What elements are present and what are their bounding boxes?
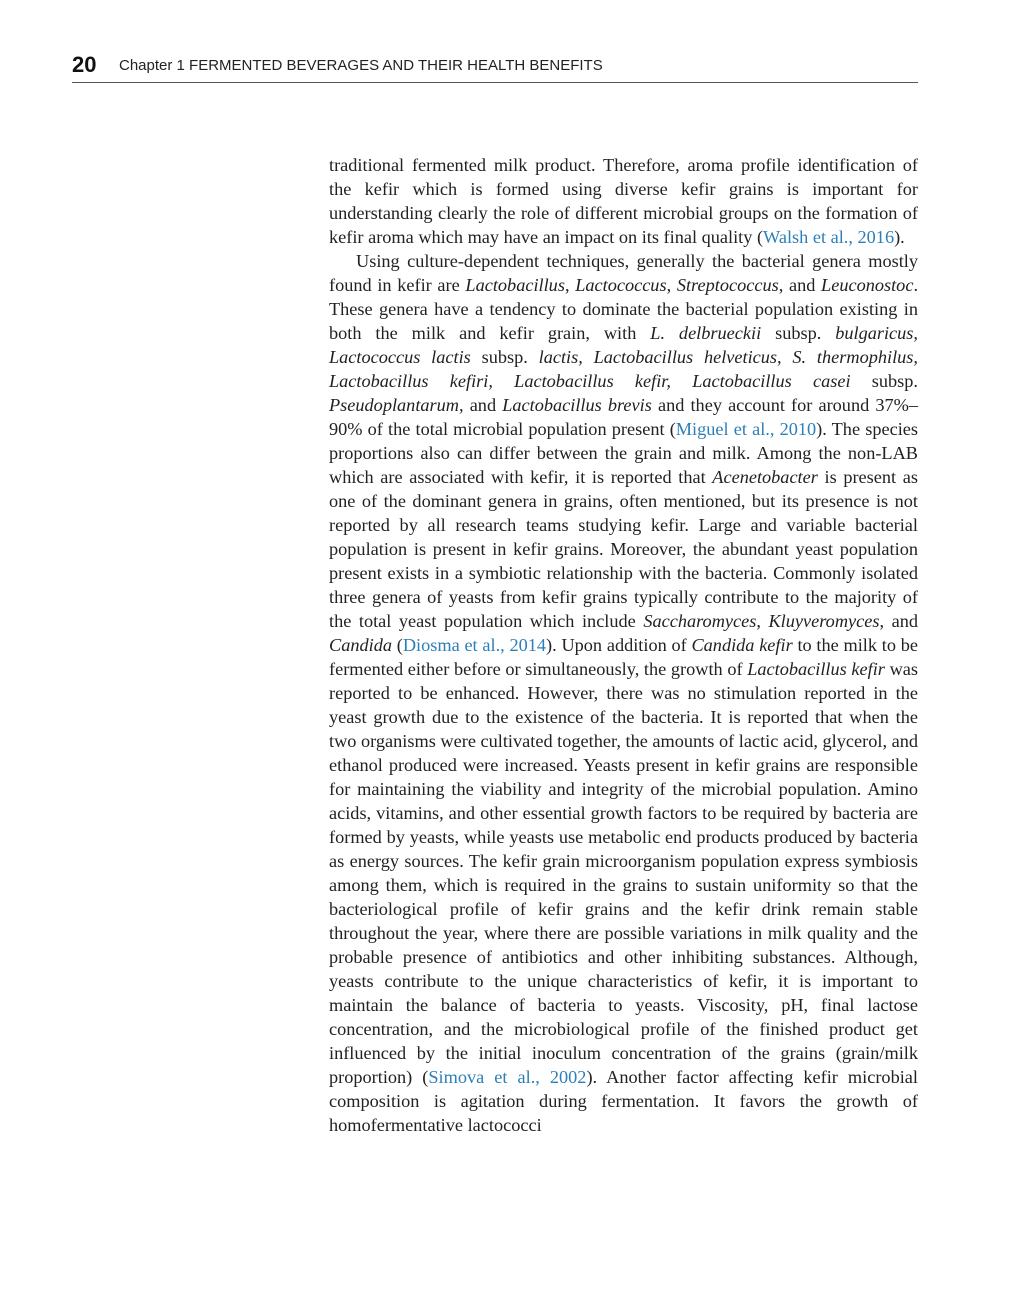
- citation-link[interactable]: Diosma et al., 2014: [402, 635, 547, 655]
- body-text: [329, 153, 918, 1137]
- citation-link[interactable]: Walsh et al., 2016: [763, 227, 895, 247]
- text-run: ). Another factor affecting kefir microbial composition is agitation during fermentation. It favors the growth of homofermentative lactococci: [329, 1067, 918, 1135]
- text-run: (: [391, 635, 403, 655]
- text-run: subsp.: [470, 347, 539, 367]
- page-number: 20: [72, 52, 97, 77]
- text-run: subsp.: [850, 371, 918, 391]
- running-header: [72, 52, 918, 83]
- italic-term: Lactobacillus: [465, 275, 565, 295]
- text-run: , and: [879, 611, 918, 631]
- text-run: traditional fermented milk product. Therefore, aroma profile identification of the kefir which is formed using diverse kefir grains is important for understanding clearly the role of different microbial groups on the formation of kefir aroma which may have an impact on its final quality (: [329, 155, 918, 247]
- citation-link[interactable]: Simova et al., 2002: [428, 1067, 587, 1087]
- italic-term: lactis, Lactobacillus helveticus, S. thermophilus, Lactobacillus kefiri, Lactobacillus kefir, Lactobacillus casei: [329, 347, 918, 391]
- italic-term: Candida: [329, 635, 392, 655]
- text-run: ). Upon addition of: [546, 635, 692, 655]
- text-run: and: [463, 395, 503, 415]
- text-run: Using culture-dependent techniques, generally the bacterial genera mostly found in kefir are: [329, 251, 918, 295]
- text-run: is present as one of the dominant genera in grains, often mentioned, but its presence is not reported by all research teams studying kefir. Large and variable bacterial population is present in kefir grains. Moreover, the abundant yeast population present exists in a symbiotic relationship with the bacteria. Commonly isolated three genera of yeasts from kefir grains typically contribute to the majority of the total yeast population which include: [329, 467, 918, 631]
- italic-term: L. delbrueckii: [650, 323, 762, 343]
- italic-term: bulgaricus, Lactococcus lactis: [329, 323, 918, 367]
- running-head: Chapter 1 FERMENTED BEVERAGES AND THEIR HEALTH BENEFITS: [119, 57, 603, 74]
- text-run: and they account for around 37%– 90% of the total microbial population present (: [329, 395, 918, 439]
- italic-term: Lactobacillus brevis: [502, 395, 652, 415]
- italic-term: Saccharomyces: [643, 611, 757, 631]
- italic-term: Lactococcus: [575, 275, 667, 295]
- text-run: was reported to be enhanced. However, there was no stimulation reported in the yeast growth due to the existence of the bacteria. It is reported that when the two organisms were cultivated together, the amounts of lactic acid, glycerol, and ethanol produced were increased. Yeasts present in kefir grains are responsible for maintaining the viability and integrity of the microbial population. Amino acids, vitamins, and other essential growth factors to be required by bacteria are formed by yeasts, while yeasts use metabolic end products produced by bacteria as energy sources. The kefir grain microorganism population express symbiosis among them, which is required in the grains to sustain uniformity so that the bacteriological profile of kefir grains and the kefir drink remain stable throughout the year, where there are possible variations in milk quality and the probable presence of antibiotics and other inhibiting substances. Although, yeasts contribute to the unique characteristics of kefir, it is important to maintain the balance of bacteria to yeasts. Viscosity, pH, final lactose concentration, and the microbiological profile of the finished product get influenced by the initial inoculum concentration of the grains (grain/milk proportion) (: [329, 659, 918, 1087]
- text-run: ).: [894, 227, 905, 247]
- italic-term: Acenetobacter: [712, 467, 818, 487]
- italic-term: Candida kefir: [691, 635, 793, 655]
- italic-term: Pseudoplantarum,: [329, 395, 464, 415]
- paragraph: [329, 249, 918, 1137]
- italic-term: Streptococcus: [676, 275, 779, 295]
- italic-term: Leuconostoc: [821, 275, 914, 295]
- citation-link[interactable]: Miguel et al., 2010: [675, 419, 817, 439]
- text-run: ,: [666, 275, 677, 295]
- text-run: ,: [756, 611, 769, 631]
- text-run: ). The species proportions also can differ between the grain and milk. Among the non-LAB which are associated with kefir, it is reported that: [329, 419, 919, 487]
- text-run: , and: [778, 275, 822, 295]
- italic-term: Kluyveromyces: [768, 611, 880, 631]
- italic-term: Lactobacillus kefir: [747, 659, 885, 679]
- text-run: subsp.: [761, 323, 836, 343]
- text-run: ,: [564, 275, 576, 295]
- paragraph: [329, 153, 918, 249]
- text-run: . These genera have a tendency to dominate the bacterial population existing in both the milk and kefir grain, with: [329, 275, 919, 343]
- text-run: to the milk to be fermented either before or simultaneously, the growth of: [329, 635, 918, 679]
